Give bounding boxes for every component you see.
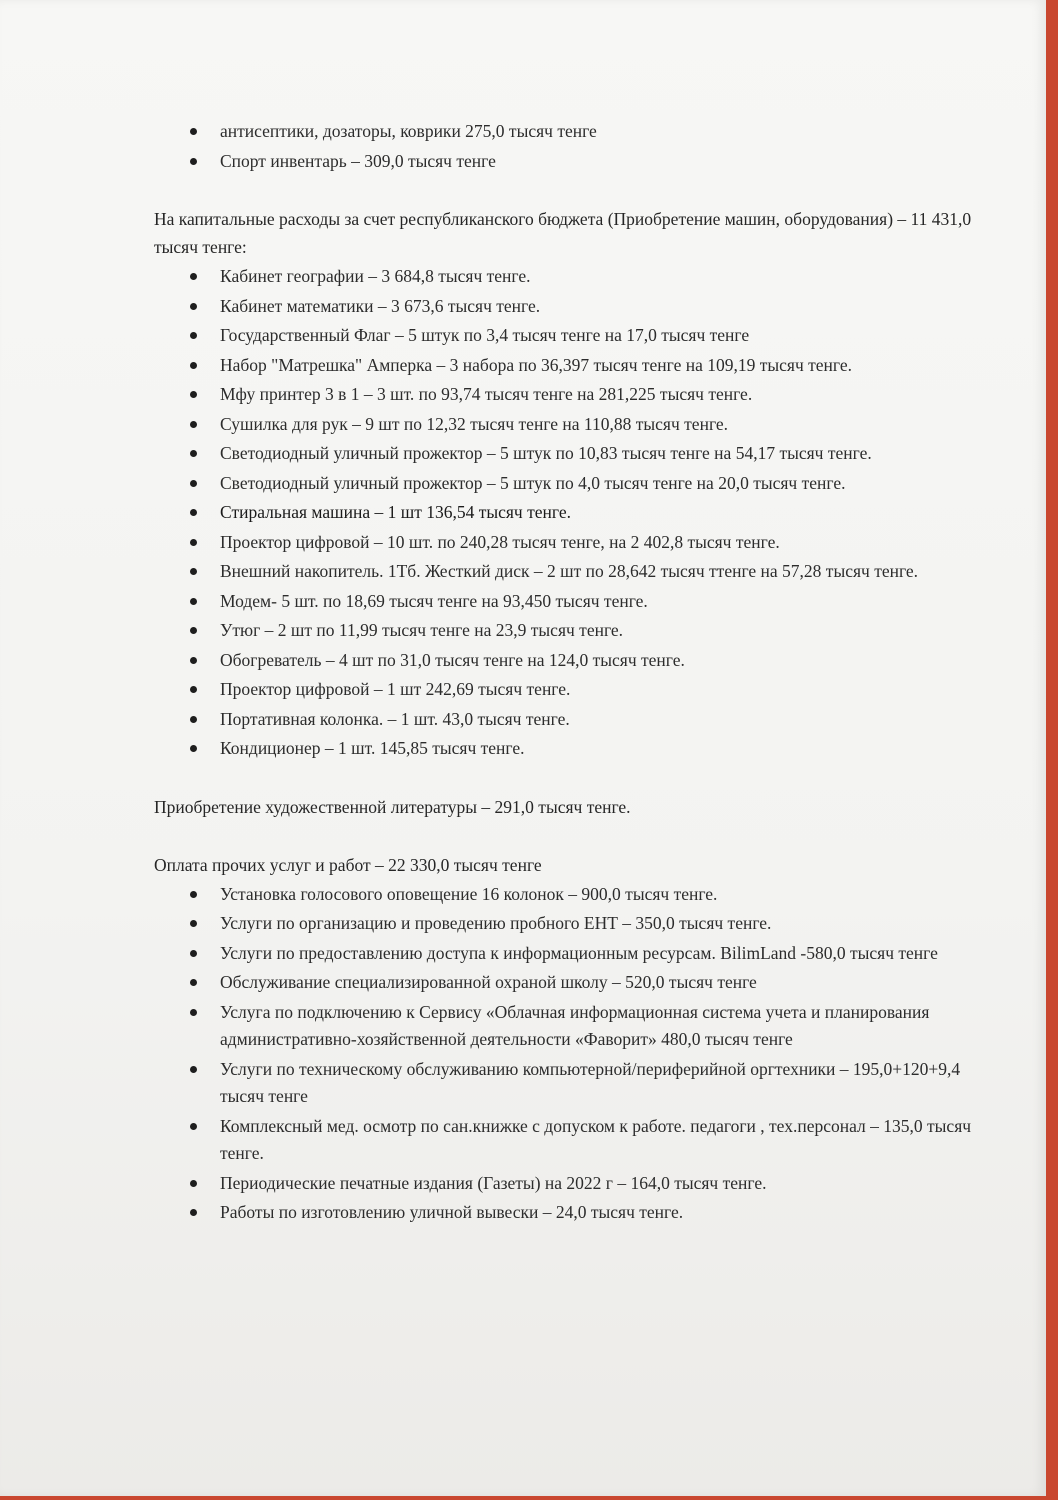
list-item: Услуга по подключению к Сервису «Облачная информационная система учета и планирования административно-хозяйственной деятельности «Фаворит» 480,0 тысяч тенге [154, 999, 974, 1054]
list-item: Стиральная машина – 1 шт 136,54 тысяч тенге. [154, 499, 974, 527]
list-item: Кондиционер – 1 шт. 145,85 тысяч тенге. [154, 735, 974, 763]
list-item: Комплексный мед. осмотр по сан.книжке с допуском к работе. педагоги , тех.персонал – 135,0 тысяч тенге. [154, 1113, 974, 1168]
list-item: Сушилка для рук – 9 шт по 12,32 тысяч тенге на 110,88 тысяч тенге. [154, 411, 974, 439]
capital-heading: На капитальные расходы за счет республиканского бюджета (Приобретение машин, оборудования) – 11 431,0 тысяч тенге: [154, 209, 972, 257]
list-item: Утюг – 2 шт по 11,99 тысяч тенге на 23,9 тысяч тенге. [154, 617, 974, 645]
list-item: Спорт инвентарь – 309,0 тысяч тенге [154, 148, 974, 176]
services-section [154, 851, 974, 1227]
literature-heading: Приобретение художественной литературы – 291,0 тысяч тенге. [154, 796, 631, 817]
top-list [154, 118, 974, 175]
list-item: Установка голосового оповещение 16 колонок – 900,0 тысяч тенге. [154, 881, 974, 909]
list-item: Кабинет географии – 3 684,8 тысяч тенге. [154, 263, 974, 291]
document-content [154, 116, 974, 1229]
list-item: Обогреватель – 4 шт по 31,0 тысяч тенге на 124,0 тысяч тенге. [154, 647, 974, 675]
list-item: Светодиодный уличный прожектор – 5 штук по 10,83 тысяч тенге на 54,17 тысяч тенге. [154, 440, 974, 468]
list-item: Внешний накопитель. 1Тб. Жесткий диск – 2 шт по 28,642 тысяч ттенге на 57,28 тысяч тенге. [154, 558, 974, 586]
list-item: Услуги по техническому обслуживанию компьютерной/периферийной оргтехники – 195,0+120+9,4 тысяч тенге [154, 1056, 974, 1111]
list-item: Набор "Матрешка" Амперка – 3 набора по 36,397 тысяч тенге на 109,19 тысяч тенге. [154, 352, 974, 380]
capital-list [154, 263, 974, 763]
list-item: Периодические печатные издания (Газеты) на 2022 г – 164,0 тысяч тенге. [154, 1170, 974, 1198]
literature-section [154, 793, 974, 821]
list-item: Портативная колонка. – 1 шт. 43,0 тысяч тенге. [154, 706, 974, 734]
list-item: Проектор цифровой – 1 шт 242,69 тысяч тенге. [154, 676, 974, 704]
services-list [154, 881, 974, 1227]
services-heading: Оплата прочих услуг и работ – 22 330,0 тысяч тенге [154, 854, 542, 875]
list-item: Кабинет математики – 3 673,6 тысяч тенге. [154, 293, 974, 321]
list-item: Модем- 5 шт. по 18,69 тысяч тенге на 93,450 тысяч тенге. [154, 588, 974, 616]
list-item: Проектор цифровой – 10 шт. по 240,28 тысяч тенге, на 2 402,8 тысяч тенге. [154, 529, 974, 557]
list-item: Мфу принтер 3 в 1 – 3 шт. по 93,74 тысяч тенге на 281,225 тысяч тенге. [154, 381, 974, 409]
list-item: Обслуживание специализированной охраной школу – 520,0 тысяч тенге [154, 969, 974, 997]
capital-section [154, 205, 974, 763]
list-item: антисептики, дозаторы, коврики 275,0 тысяч тенге [154, 118, 974, 146]
list-item: Услуги по организацию и проведению пробного ЕНТ – 350,0 тысяч тенге. [154, 910, 974, 938]
list-item: Услуги по предоставлению доступа к информационным ресурсам. BilimLand -580,0 тысяч тенге [154, 940, 974, 968]
list-item: Государственный Флаг – 5 штук по 3,4 тысяч тенге на 17,0 тысяч тенге [154, 322, 974, 350]
list-item: Работы по изготовлению уличной вывески – 24,0 тысяч тенге. [154, 1199, 974, 1227]
list-item: Светодиодный уличный прожектор – 5 штук по 4,0 тысяч тенге на 20,0 тысяч тенге. [154, 470, 974, 498]
